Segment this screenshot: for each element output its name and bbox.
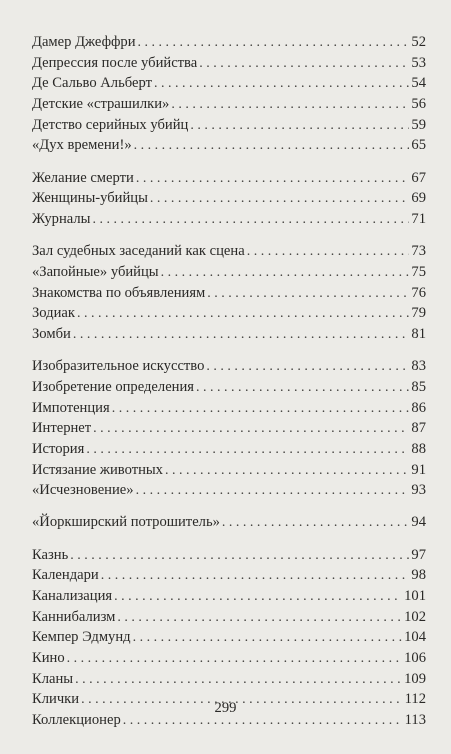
toc-entry-page: 106 (404, 650, 426, 667)
toc-entry (32, 627, 426, 648)
toc-entry (32, 32, 426, 53)
toc-entry-page: 102 (404, 608, 426, 625)
toc-entry-page: 85 (411, 378, 426, 395)
toc-entry (32, 648, 426, 669)
toc-entry-page: 83 (411, 358, 426, 375)
dot-leader (171, 95, 409, 116)
toc-entry-page: 69 (411, 190, 426, 207)
dot-leader (150, 189, 409, 210)
toc-entry-title: Казнь (32, 546, 69, 563)
toc-entry-title: История (32, 440, 85, 457)
toc-entry-title: Зал судебных заседаний как сцена (32, 243, 245, 260)
toc-entry-page: 67 (411, 169, 426, 186)
toc-entry-title: Дамер Джеффри (32, 34, 136, 50)
toc-entry (32, 53, 426, 74)
dot-leader (75, 670, 402, 691)
toc-entry-page: 76 (411, 284, 426, 301)
toc-entry-title: Де Сальво Альберт (32, 75, 152, 92)
dot-leader (206, 357, 409, 378)
toc-entry-title: Календари (32, 567, 99, 584)
dot-leader (247, 242, 410, 263)
toc-group (32, 168, 426, 230)
dot-leader (190, 116, 409, 137)
toc-group (32, 241, 426, 344)
toc-group (32, 512, 426, 533)
toc-entry (32, 377, 426, 398)
toc-entry-title: Клички (32, 691, 80, 708)
dot-leader (77, 304, 409, 325)
toc-entry-title: Коллекционер (32, 712, 121, 729)
page-number-footer: 299 (214, 700, 237, 716)
toc-entry (32, 115, 426, 136)
toc-entry (32, 324, 426, 345)
toc-entry-title: Знакомства по объявлениям (32, 284, 206, 301)
dot-leader (67, 649, 402, 670)
dot-leader (93, 419, 409, 440)
dot-leader (86, 440, 409, 461)
dot-leader (101, 566, 410, 587)
toc-entry (32, 241, 426, 262)
dot-leader (92, 210, 409, 231)
toc-entry-page: 101 (404, 588, 426, 604)
toc-entry-page: 65 (411, 137, 426, 154)
toc-entry-title: Детство серийных убийц (32, 116, 189, 133)
toc-entry-title: Импотенция (32, 399, 110, 416)
toc-entry-title: Зомби (32, 325, 71, 342)
toc-entry (32, 209, 426, 230)
toc-entry-page: 93 (411, 482, 426, 499)
toc-entry (32, 607, 426, 628)
toc-entry-page: 59 (411, 116, 426, 133)
toc-entry-page: 88 (411, 440, 426, 457)
dot-leader (222, 513, 410, 534)
toc-entry (32, 262, 426, 283)
toc-entry (32, 460, 426, 481)
toc-entry (32, 398, 426, 419)
toc-entry-page: 91 (411, 461, 426, 478)
toc-entry-page: 75 (411, 263, 426, 280)
toc-entry-page: 56 (411, 96, 426, 113)
dot-leader (112, 399, 410, 420)
toc-entry (32, 188, 426, 209)
toc-entry-page: 98 (411, 567, 426, 584)
dot-leader (114, 587, 402, 608)
toc-entry (32, 565, 426, 586)
dot-leader (165, 461, 409, 482)
toc-entry-title: «Исчезновение» (32, 482, 134, 499)
table-of-contents (32, 32, 426, 731)
toc-entry (32, 283, 426, 304)
toc-entry-page: 86 (411, 399, 426, 416)
toc-entry (32, 439, 426, 460)
toc-group (32, 356, 426, 501)
toc-entry (32, 480, 426, 501)
toc-entry-title: Кланы (32, 670, 74, 687)
toc-entry (32, 168, 426, 189)
toc-entry-title: «Йоркширский потрошитель» (32, 514, 220, 531)
toc-entry (32, 545, 426, 566)
toc-entry-title: Желание смерти (32, 169, 134, 186)
dot-leader (70, 546, 409, 567)
toc-entry-title: Журналы (32, 211, 91, 227)
dot-leader (136, 481, 410, 502)
dot-leader (161, 263, 410, 284)
toc-entry (32, 73, 426, 94)
toc-entry-title: Кемпер Эдмунд (32, 629, 131, 646)
toc-entry-page: 97 (411, 546, 426, 563)
toc-entry (32, 94, 426, 115)
toc-entry (32, 669, 426, 690)
toc-entry-title: Интернет (32, 420, 92, 437)
dot-leader (154, 74, 409, 95)
toc-entry (32, 135, 426, 156)
toc-entry-page: 52 (411, 34, 426, 50)
toc-entry-title: Канализация (32, 588, 113, 604)
toc-entry-title: Кино (32, 650, 65, 667)
toc-entry (32, 418, 426, 439)
toc-entry-title: Зодиак (32, 305, 75, 322)
toc-entry-page: 73 (411, 243, 426, 260)
toc-entry-page: 109 (404, 670, 426, 687)
dot-leader (73, 325, 410, 346)
dot-leader (138, 33, 410, 54)
toc-entry-page: 112 (404, 691, 426, 708)
toc-entry-page: 113 (404, 712, 426, 729)
toc-entry-page: 94 (411, 514, 426, 531)
dot-leader (134, 136, 410, 157)
dot-leader (133, 628, 403, 649)
toc-entry-title: «Запойные» убийцы (32, 263, 159, 280)
toc-group (32, 32, 426, 156)
toc-entry-title: Истязание животных (32, 461, 163, 478)
toc-entry-title: Депрессия после убийства (32, 54, 198, 71)
toc-entry (32, 586, 426, 607)
dot-leader (196, 378, 409, 399)
toc-entry (32, 512, 426, 533)
dot-leader (136, 169, 410, 190)
toc-entry-title: Изобретение определения (32, 378, 194, 395)
toc-entry-page: 104 (404, 629, 426, 646)
toc-entry (32, 356, 426, 377)
dot-leader (207, 284, 409, 305)
toc-entry-title: «Дух времени!» (32, 137, 132, 154)
toc-entry-title: Каннибализм (32, 608, 116, 625)
toc-entry-title: Изобразительное искусство (32, 358, 205, 375)
toc-entry-title: Детские «страшилки» (32, 96, 170, 113)
toc-entry-page: 79 (411, 305, 426, 322)
dot-leader (199, 54, 409, 75)
dot-leader (117, 608, 402, 629)
toc-entry-page: 54 (411, 75, 426, 92)
toc-entry-page: 87 (411, 420, 426, 437)
toc-entry-page: 53 (411, 54, 426, 71)
toc-entry (32, 303, 426, 324)
toc-entry-page: 81 (411, 325, 426, 342)
toc-entry-title: Женщины-убийцы (32, 190, 148, 207)
toc-entry-page: 71 (411, 211, 426, 227)
